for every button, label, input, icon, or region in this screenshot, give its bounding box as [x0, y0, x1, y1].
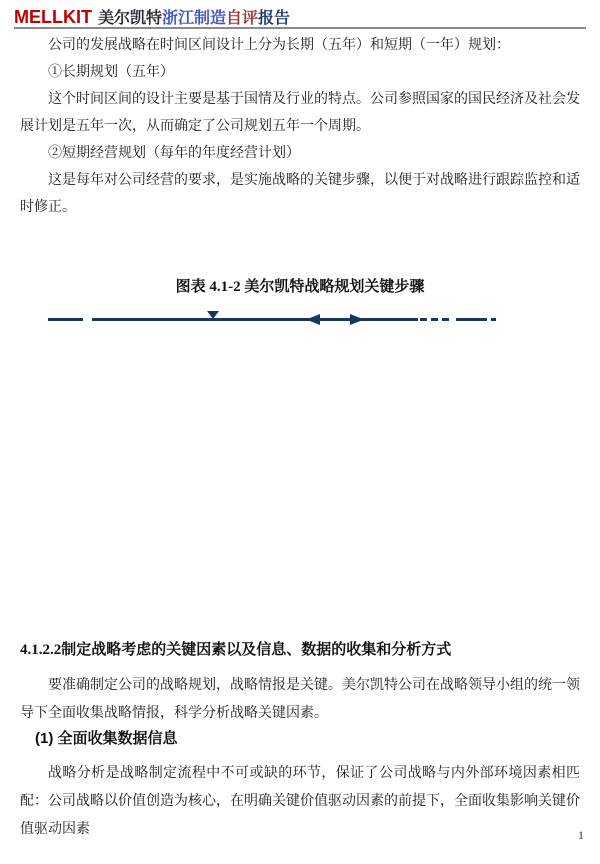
page-number: 1 — [578, 828, 584, 842]
timeline-main-line — [92, 318, 418, 321]
page-header — [14, 5, 586, 28]
paragraph: 这个时间区间的设计主要是基于国情及行业的特点。公司参照国家的国民经济及社会发展计划是五年一次，从而确定了公司规划五年一个周期。 — [20, 92, 580, 134]
header-title-part-report: 报告 — [258, 10, 291, 27]
paragraph: 战略分析是战略制定流程中不可或缺的环节，保证了公司战略与内外部环境因素相匹配：公司战略以价值创造为核心，在明确关键价值驱动因素的前提下，全面收集影响关键价值驱动因素 — [20, 766, 580, 837]
left-arrowhead-icon — [306, 314, 320, 325]
paragraph: 公司的发展战略在时间区间设计上分为长期（五年）和短期（一年）规划： — [48, 38, 510, 53]
header-title-part-company: 美尔凯特 — [98, 10, 163, 27]
subheading-collect-data: (1) 全面收集数据信息 — [35, 730, 178, 747]
timeline-dot-1 — [420, 318, 427, 321]
down-triangle-marker — [207, 311, 219, 319]
section-heading-4122: 4.1.2.2制定战略考虑的关键因素以及信息、数据的收集和分析方式 — [20, 642, 452, 658]
paragraph: 这是每年对公司经营的要求，是实施战略的关键步骤，以便于对战略进行跟踪监控和适时修正。 — [20, 173, 580, 215]
section1-body — [20, 32, 580, 221]
timeline-left-dash — [48, 318, 83, 321]
paragraph: 要准确制定公司的战略规划，战略情报是关键。美尔凯特公司在战略领导小组的统一领导下全面收集战略情报，科学分析战略关键因素。 — [20, 678, 580, 721]
timeline-right-dash — [456, 318, 487, 321]
strategy-timeline-diagram — [0, 306, 600, 332]
header-divider — [14, 27, 586, 29]
mellkit-logo: MELLKIT — [14, 7, 92, 27]
timeline-end-dot — [491, 318, 496, 321]
paragraph: ②短期经营规划（每年的年度经营计划） — [48, 146, 300, 161]
right-arrowhead-icon — [350, 314, 364, 325]
timeline-dot-2 — [431, 318, 438, 321]
timeline-dot-3 — [442, 318, 449, 321]
figure-caption: 图表 4.1-2 美尔凯特战略规划关键步骤 — [175, 279, 425, 295]
header-title-part-selfeval: 自评 — [226, 10, 259, 27]
header-title — [98, 10, 290, 27]
paragraph: ①长期规划（五年） — [48, 65, 174, 80]
header-title-part-region: 浙江制造 — [162, 10, 227, 27]
